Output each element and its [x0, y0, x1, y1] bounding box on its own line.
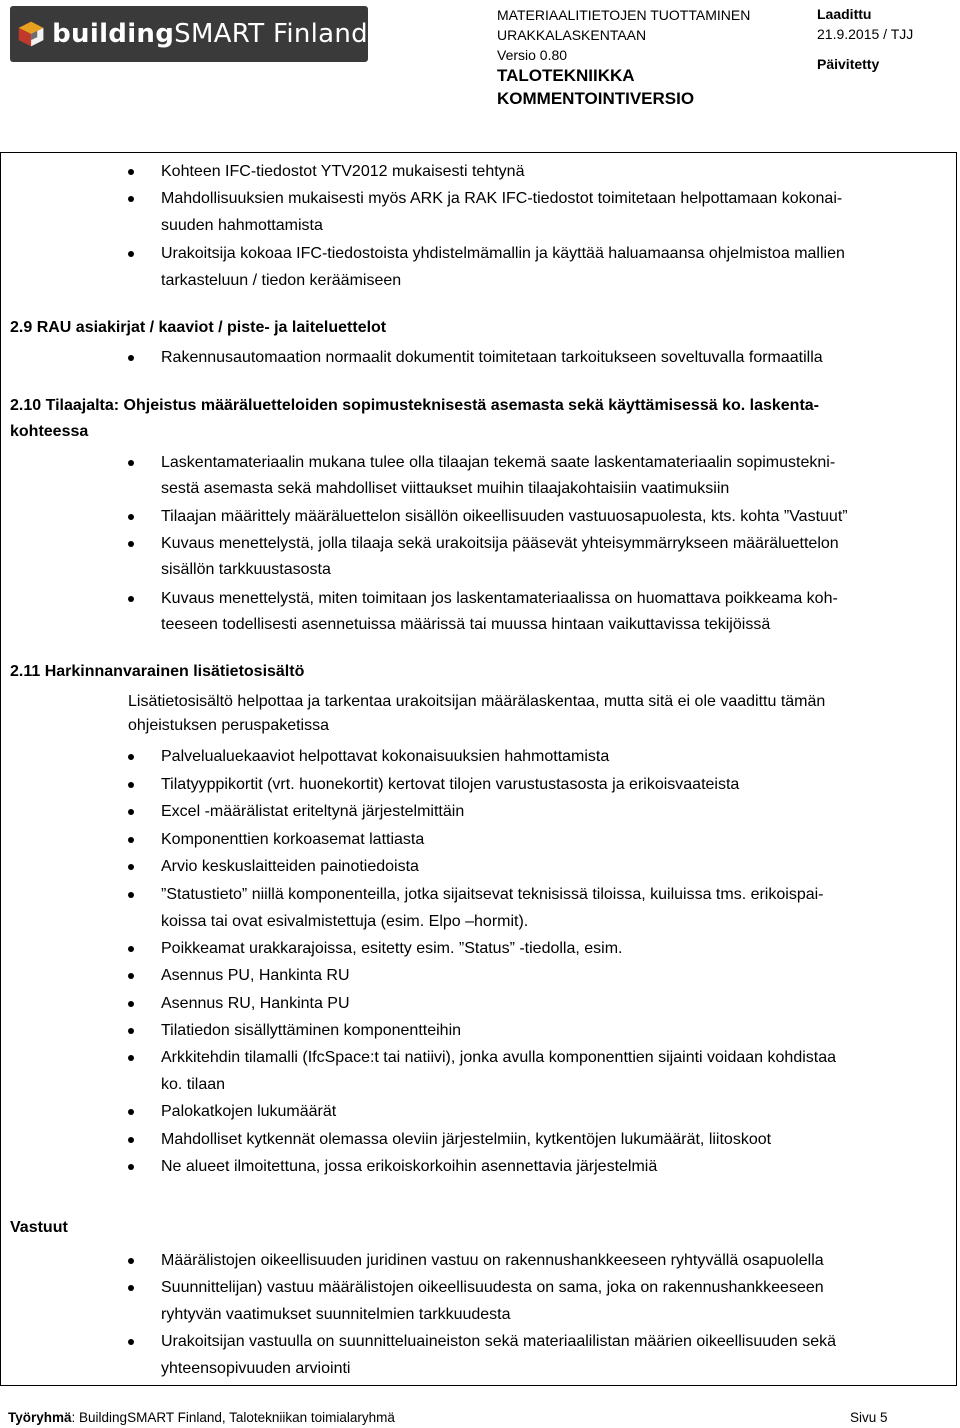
bullet-icon: [128, 514, 134, 520]
list-item: Kohteen IFC-tiedostot YTV2012 mukaisesti tehtynä: [161, 163, 525, 180]
laadittu-label: Laadittu: [817, 6, 872, 22]
list-item: Asennus RU, Hankinta PU: [161, 995, 350, 1012]
bullet-icon: [128, 973, 134, 979]
list-item: Rakennusautomaation normaalit dokumentit toimitetaan tarkoitukseen soveltuvalla formaatilla: [161, 349, 823, 366]
list-item: Kuvaus menettelystä, jolla tilaaja sekä urakoitsija pääsevät yhteisymmärrykseen määräluettelon: [161, 535, 839, 552]
section-2-11-intro-line-1: Lisätietosisältö helpottaa ja tarkentaa urakoitsijan määrälaskentaa, mutta sitä ei ole vaadittu tämän: [128, 693, 826, 710]
list-item: Suunnittelijan) vastuu määrälistojen oikeellisuudesta on sama, joka on rakennushankkeeseen: [161, 1279, 824, 1296]
bullet-icon: [128, 1258, 134, 1264]
bullet-icon: [128, 251, 134, 257]
bullet-icon: [128, 1028, 134, 1034]
list-item: Arvio keskuslaitteiden painotiedoista: [161, 858, 419, 875]
list-item: ko. tilaan: [161, 1075, 226, 1093]
bullet-icon: [128, 754, 134, 760]
list-item: Asennus PU, Hankinta RU: [161, 967, 350, 984]
bullet-icon: [128, 1285, 134, 1291]
bullet-icon: [128, 809, 134, 815]
bullet-icon: [128, 596, 134, 602]
list-item: suuden hahmottamista: [161, 216, 323, 234]
list-item: Kuvaus menettelystä, miten toimitaan jos laskentamateriaalissa on huomattava poikkeama koh-: [161, 590, 838, 607]
bullet-icon: [128, 892, 134, 898]
list-item: Mahdolliset kytkennät olemassa oleviin järjestelmiin, kytkentöjen lukumäärät, liitoskoot: [161, 1131, 772, 1148]
header-left-line-1: MATERIAALITIETOJEN TUOTTAMINEN: [497, 7, 751, 23]
bullet-icon: [128, 837, 134, 843]
laadittu-value: 21.9.2015 / TJJ: [817, 26, 914, 42]
footer-workgroup: [8, 1410, 395, 1425]
section-2-11-heading: 2.11 Harkinnanvarainen lisätietosisältö: [10, 663, 305, 680]
cube-logo-icon: [16, 14, 46, 54]
list-item: Laskentamateriaalin mukana tulee olla tilaajan tekemä saate laskentamateriaalin sopimustekni-: [161, 454, 836, 471]
vastuut-heading: Vastuut: [10, 1219, 68, 1236]
bullet-icon: [128, 1055, 134, 1061]
list-item: Palvelualuekaaviot helpottavat kokonaisuuksien hahmottamista: [161, 748, 610, 765]
list-item: Määrälistojen oikeellisuuden juridinen vastuu on rakennushankkeeseen ryhtyvällä osapuolella: [161, 1252, 824, 1269]
list-item: koissa tai ovat esivalmistettuja (esim. Elpo –hormit).: [161, 912, 529, 930]
footer-value: : BuildingSMART Finland, Talotekniikan toimialaryhmä: [71, 1410, 395, 1425]
section-2-10-heading-line-1: 2.10 Tilaajalta: Ohjeistus määräluetteloiden sopimusteknisestä asemasta sekä käyttämisessä ko. laskenta-: [10, 397, 819, 414]
section-2-9-heading: 2.9 RAU asiakirjat / kaaviot / piste- ja laiteluettelot: [10, 319, 387, 336]
header-title-1: TALOTEKNIIKKA: [497, 66, 635, 85]
bullet-icon: [128, 1137, 134, 1143]
list-item: Poikkeamat urakkarajoissa, esitetty esim. ”Status” -tiedolla, esim.: [161, 940, 623, 957]
list-item: Palokatkojen lukumäärät: [161, 1103, 337, 1120]
list-item: Tilatiedon sisällyttäminen komponentteihin: [161, 1022, 462, 1039]
footer-label: Työryhmä: [8, 1410, 72, 1425]
bullet-icon: [128, 1164, 134, 1170]
bullet-icon: [128, 196, 134, 202]
list-item: Arkkitehdin tilamalli (IfcSpace:t tai natiivi), jonka avulla komponenttien sijainti voidaan kohdistaa: [161, 1049, 837, 1066]
list-item: ryhtyvän vaatimukset suunnitelmien tarkkuudesta: [161, 1305, 511, 1323]
bullet-icon: [128, 541, 134, 547]
bullet-icon: [128, 460, 134, 466]
list-item: yhteensopivuuden arviointi: [161, 1359, 351, 1377]
bullet-icon: [128, 1001, 134, 1007]
bullet-icon: [128, 1339, 134, 1345]
list-item: Ne alueet ilmoitettuna, jossa erikoiskorkoihin asennettavia järjestelmiä: [161, 1158, 658, 1175]
section-2-11-intro-line-2: ohjeistuksen peruspaketissa: [128, 717, 330, 734]
bullet-icon: [128, 355, 134, 361]
buildingsmart-logo: [10, 6, 368, 62]
list-item: Tilaajan määrittely määräluettelon sisällön oikeellisuuden vastuuosapuolesta, kts. kohta ”Vastuut”: [161, 508, 848, 525]
header-left-line-2: URAKKALASKENTAAN: [497, 27, 647, 43]
list-item: sestä asemasta sekä mahdolliset viittaukset muihin tilaajakohtaisiin vaatimuksiin: [161, 480, 730, 497]
section-2-10-heading-line-2: kohteessa: [10, 423, 89, 440]
list-item: Tilatyyppikortit (vrt. huonekortit) kertovat tilojen varustustasosta ja erikoisvaateista: [161, 776, 740, 793]
list-item: Mahdollisuuksien mukaisesti myös ARK ja RAK IFC-tiedostot toimitetaan helpottamaan kokonai-: [161, 190, 843, 207]
list-item: Komponenttien korkoasemat lattiasta: [161, 831, 425, 848]
bullet-icon: [128, 169, 134, 175]
bullet-icon: [128, 782, 134, 788]
list-item: Urakoitsija kokoaa IFC-tiedostoista yhdistelmämallin ja käyttää haluamaansa ohjelmistoa mallien: [161, 245, 845, 262]
bullet-icon: [128, 1109, 134, 1115]
logo-text: buildingSMART Finland: [52, 19, 368, 49]
list-item: Urakoitsijan vastuulla on suunnitteluaineiston sekä materiaalilistan määrien oikeellisuuden sekä: [161, 1333, 837, 1350]
header-title-2: KOMMENTOINTIVERSIO: [497, 89, 695, 108]
paivitetty-label: Päivitetty: [817, 56, 880, 72]
bullet-icon: [128, 946, 134, 952]
list-item: sisällön tarkkuustasosta: [161, 561, 331, 578]
list-item: Excel -määrälistat eriteltynä järjestelmittäin: [161, 803, 465, 820]
bullet-icon: [128, 864, 134, 870]
list-item: teeseen todellisesti asennetuissa määrissä tai muussa hintaan vaikuttavissa tekijöissä: [161, 616, 771, 633]
list-item: tarkasteluun / tiedon keräämiseen: [161, 271, 402, 289]
list-item: ”Statustieto” niillä komponenteilla, jotka sijaitsevat teknisissä tiloissa, kuiluissa tms. erikoispai-: [161, 886, 824, 903]
header-version: Versio 0.80: [497, 47, 568, 63]
footer-page-number: Sivu 5: [850, 1410, 888, 1425]
